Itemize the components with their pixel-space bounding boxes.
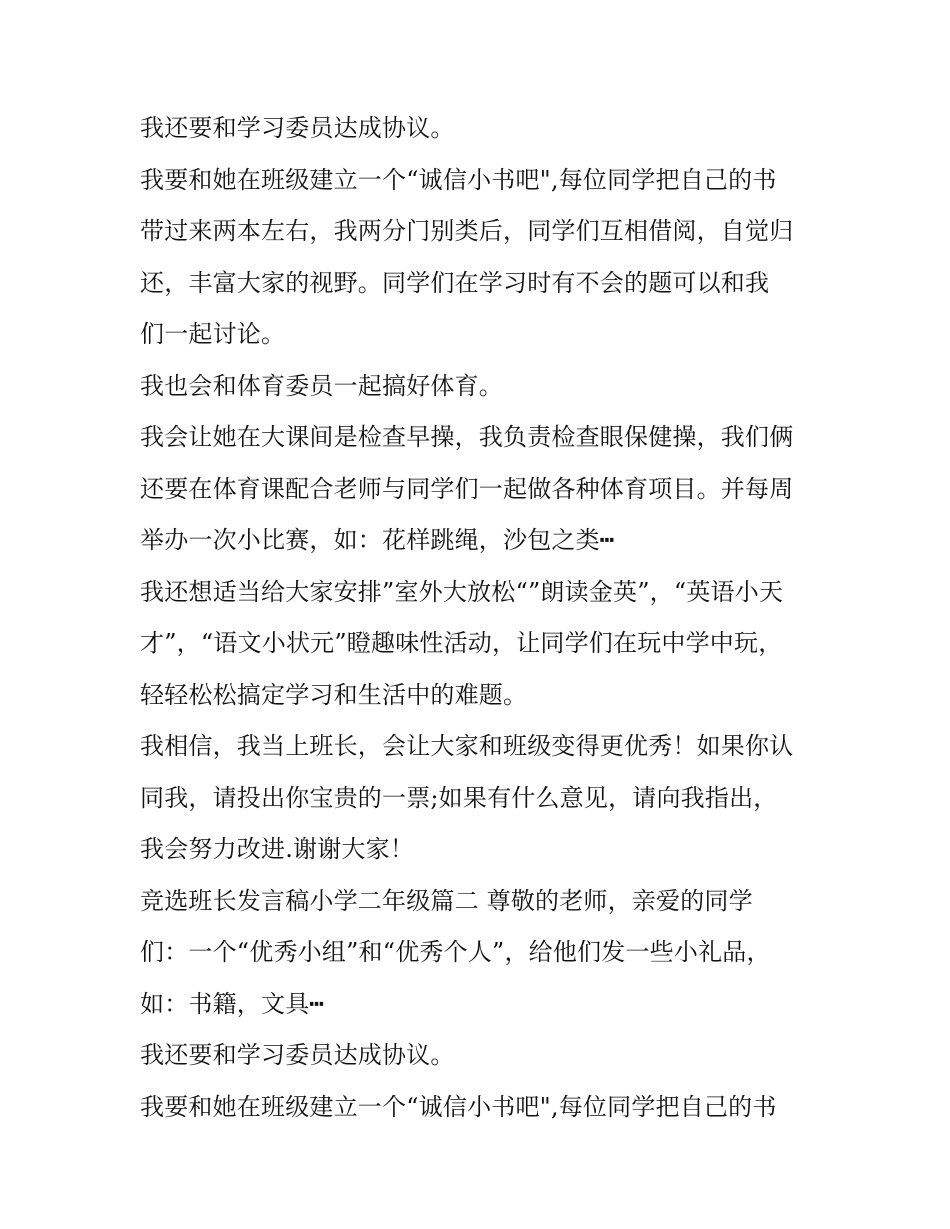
document-body <box>140 103 840 1133</box>
text-line: 竞选班长发言稿小学二年级篇二 尊敬的老师，亲爱的同学 <box>140 886 753 915</box>
text-line: 们一起讨论。 <box>140 320 286 348</box>
text-line: 我会让她在大课间是检查早操，我负责检查眼保健操，我们俩 <box>140 423 794 451</box>
text-line: 我也会和体育委员一起搞好体育。 <box>140 371 503 400</box>
text-line: 还要在体育课配合老师与同学们一起做各种体育项目。并每周 <box>140 474 794 503</box>
text-line: 我还想适当给大家安排”室外大放松“”朗读金英”，“英语小天 <box>140 577 784 606</box>
text-line: 我相信，我当上班长，会让大家和班级变得更优秀！如果你认 <box>140 732 794 760</box>
text-line: 还，丰富大家的视野。同学们在学习时有不会的题可以和我 <box>140 268 770 297</box>
text-line: 我还要和学习委员达成协议。 <box>140 1041 455 1069</box>
text-line: 举办一次小比赛，如：花样跳绳，沙包之类┅ <box>140 526 615 554</box>
text-line: 我要和她在班级建立一个“诚信小书吧",每位同学把自己的书 <box>140 1092 777 1121</box>
text-line: 才”，“语文小状元”瞪趣味性活动，让同学们在玩中学中玩， <box>140 629 783 657</box>
text-line: 我要和她在班级建立一个“诚信小书吧",每位同学把自己的书 <box>140 165 777 194</box>
text-line: 同我，请投出你宝贵的一票;如果有什么意见，请向我指出， <box>140 783 778 812</box>
text-line: 我会努力改进.谢谢大家！ <box>140 835 415 863</box>
text-line: 们：一个“优秀小组”和“优秀个人”，给他们发一些小礼品， <box>140 938 771 966</box>
text-line: 带过来两本左右，我两分门别类后，同学们互相借阅，自觉归 <box>140 217 794 245</box>
text-line: 如：书籍，文具┅ <box>140 989 325 1018</box>
text-line: 轻轻松松搞定学习和生活中的难题。 <box>140 680 528 709</box>
text-line: 我还要和学习委员达成协议。 <box>140 114 455 142</box>
